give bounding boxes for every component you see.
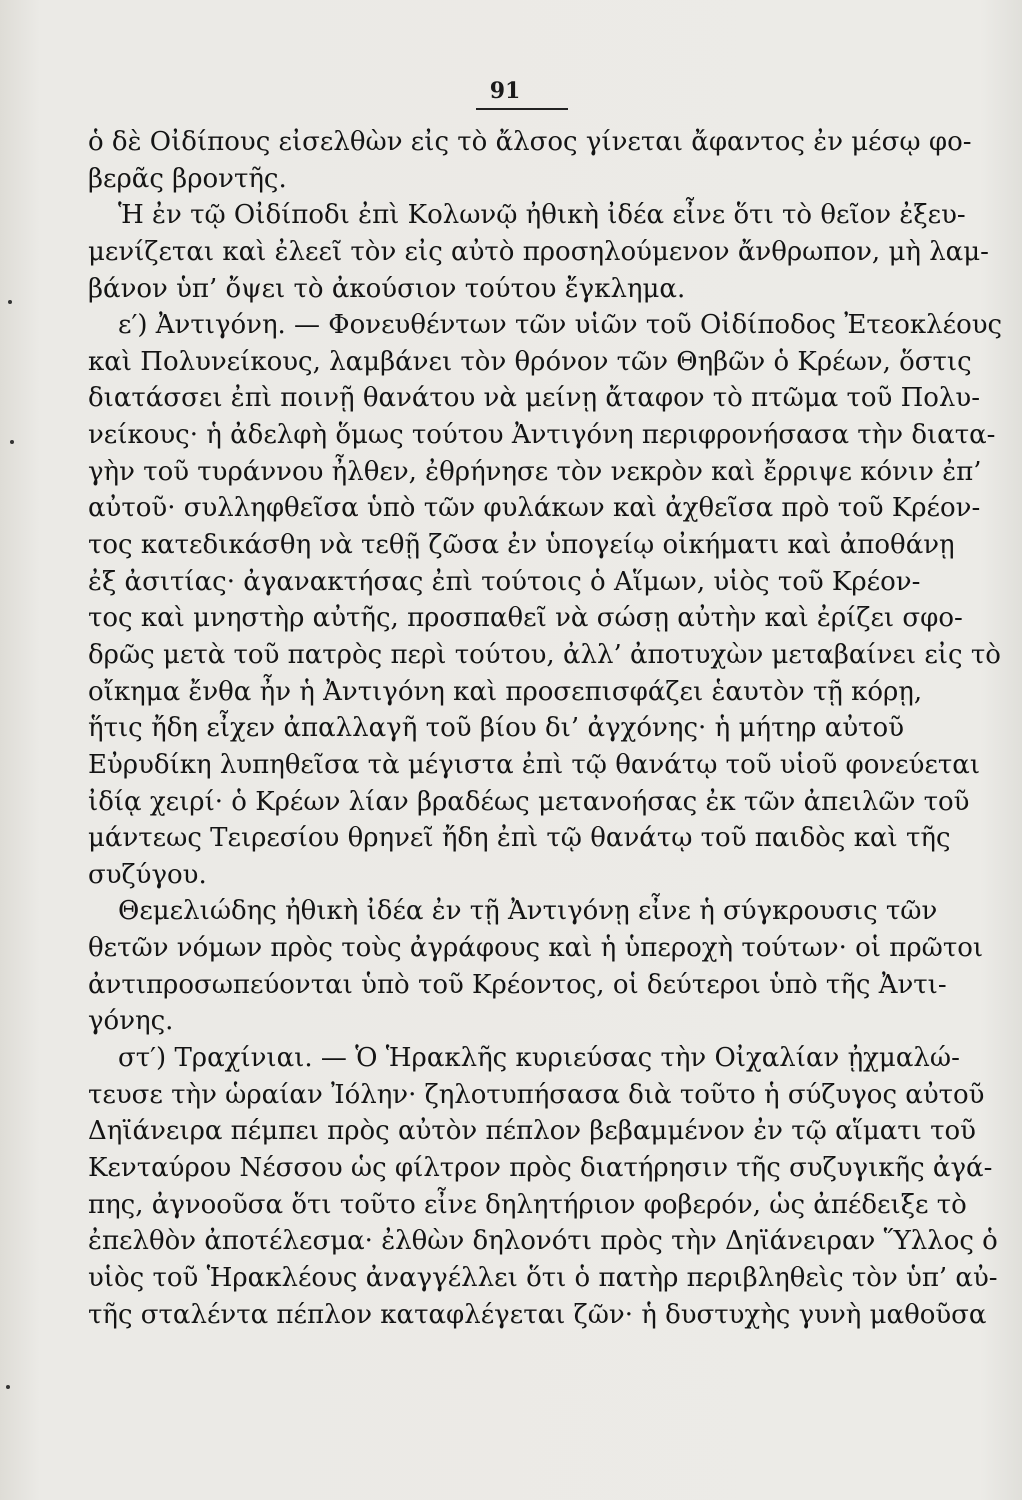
text-line: Εὐρυδίκη λυπηθεῖσα τὰ μέγιστα ἐπὶ τῷ θανάτῳ τοῦ υἱοῦ φονεύεται [88,749,981,780]
text-line: Δηϊάνειρα πέμπει πρὸς αὐτὸν πέπλον βεβαμμένον ἐν τῷ αἵματι τοῦ [88,1116,976,1147]
text-line: βάνον ὑπ’ ὄψει τὸ ἀκούσιον τούτου ἔγκλημα. [88,273,686,304]
text-line: μενίζεται καὶ ἐλεεῖ τὸν εἰς αὐτὸ προσηλούμενον ἄνθρωπον, μὴ λαμ- [88,236,989,267]
text-line: δρῶς μετὰ τοῦ πατρὸς περὶ τούτου, ἀλλ’ ἀποτυχὼν μεταβαίνει εἰς τὸ [88,639,1001,670]
text-line: Κενταύρου Νέσσου ὡς φίλτρον πρὸς διατήρησιν τῆς συζυγικῆς ἀγά- [88,1152,993,1183]
margin-speck [8,300,12,304]
text-line: βερᾶς βροντῆς. [88,163,287,194]
text-line: τευσε τὴν ὡραίαν Ἰόλην· ζηλοτυπήσασα διὰ τοῦτο ἡ σύζυγος αὐτοῦ [88,1079,985,1110]
text-line: ἀντιπροσωπεύονται ὑπὸ τοῦ Κρέοντος, οἱ δεύτεροι ὑπὸ τῆς Ἀντι- [88,969,947,1000]
text-line: τος καὶ μνηστὴρ αὐτῆς, προσπαθεῖ νὰ σώσῃ αὐτὴν καὶ ἐρίζει σφο- [88,603,963,634]
text-line: γόνης. [88,1006,174,1037]
margin-speck [6,1385,10,1389]
text-line: αὐτοῦ· συλληφθεῖσα ὑπὸ τῶν φυλάκων καὶ ἀχθεῖσα πρὸ τοῦ Κρέον- [88,493,981,524]
text-line: Ἡ ἐν τῷ Οἰδίποδι ἐπὶ Κολωνῷ ἠθικὴ ἰδέα εἶνε ὅτι τὸ θεῖον ἐξευ- [118,200,966,231]
text-line: οἴκημα ἔνθα ἦν ἡ Ἀντιγόνη καὶ προσεπισφάζει ἑαυτὸν τῇ κόρῃ, [88,676,923,707]
text-line: πης, ἀγνοοῦσα ὅτι τοῦτο εἶνε δηλητήριον φοβερόν, ὡς ἀπέδειξε τὸ [88,1189,967,1220]
text-line: μάντεως Τειρεσίου θρηνεῖ ἤδη ἐπὶ τῷ θανάτῳ τοῦ παιδὸς καὶ τῆς [88,823,951,854]
text-line: συζύγου. [88,859,207,890]
text-line: διατάσσει ἐπὶ ποινῇ θανάτου νὰ μείνῃ ἄταφον τὸ πτῶμα τοῦ Πολυ- [88,383,980,414]
page-number: 91 [489,78,521,104]
body-text [88,124,1003,1333]
text-line: τος κατεδικάσθη νὰ τεθῇ ζῶσα ἐν ὑπογείῳ οἰκήματι καὶ ἀποθάνῃ [88,530,955,561]
text-line: στ′) Τραχίνιαι. — Ὁ Ἡρακλῆς κυριεύσας τὴν Οἰχαλίαν ᾐχμαλώ- [118,1043,960,1074]
text-line: Θεμελιώδης ἠθικὴ ἰδέα ἐν τῇ Ἀντιγόνῃ εἶνε ἡ σύγκρουσις τῶν [118,896,938,927]
margin-speck [10,440,14,444]
text-line: καὶ Πολυνείκους, λαμβάνει τὸν θρόνον τῶν Θηβῶν ὁ Κρέων, ὅστις [88,346,972,377]
text-line: ἐπελθὸν ἀποτέλεσμα· ἐλθὼν δηλονότι πρὸς τὴν Δηϊάνειραν Ὕλλος ὁ [88,1226,998,1257]
text-line: τῆς σταλέντα πέπλον καταφλέγεται ζῶν· ἡ δυστυχὴς γυνὴ μαθοῦσα [88,1299,987,1330]
text-line: θετῶν νόμων πρὸς τοὺς ἀγράφους καὶ ἡ ὑπεροχὴ τούτων· οἱ πρῶτοι [88,933,984,964]
text-line: ἰδίᾳ χειρί· ὁ Κρέων λίαν βραδέως μετανοήσας ἐκ τῶν ἀπειλῶν τοῦ [88,786,970,817]
text-line: ἥτις ἤδη εἶχεν ἀπαλλαγῆ τοῦ βίου δι’ ἀγχόνης· ἡ μήτηρ αὐτοῦ [88,713,904,744]
text-line: νείκους· ἡ ἀδελφὴ ὅμως τούτου Ἀντιγόνη περιφρονήσασα τὴν διατα- [88,420,996,451]
text-line: γὴν τοῦ τυράννου ἦλθεν, ἐθρήνησε τὸν νεκρὸν καὶ ἔρριψε κόνιν ἐπ’ [88,456,982,487]
text-line: ε′) Ἀντιγόνη. — Φονευθέντων τῶν υἱῶν τοῦ Οἰδίποδος Ἐτεοκλέους [118,310,1003,341]
text-line: ἐξ ἀσιτίας· ἀγανακτήσας ἐπὶ τούτοις ὁ Αἵμων, υἱὸς τοῦ Κρέον- [88,566,921,597]
text-line: ὁ δὲ Οἰδίπους εἰσελθὼν εἰς τὸ ἄλσος γίνεται ἄφαντος ἐν μέσῳ φο- [88,127,972,157]
text-line: υἱὸς τοῦ Ἡρακλέους ἀναγγέλλει ὅτι ὁ πατὴρ περιβληθεὶς τὸν ὑπ’ αὐ- [88,1262,998,1293]
header-rule [476,108,568,110]
